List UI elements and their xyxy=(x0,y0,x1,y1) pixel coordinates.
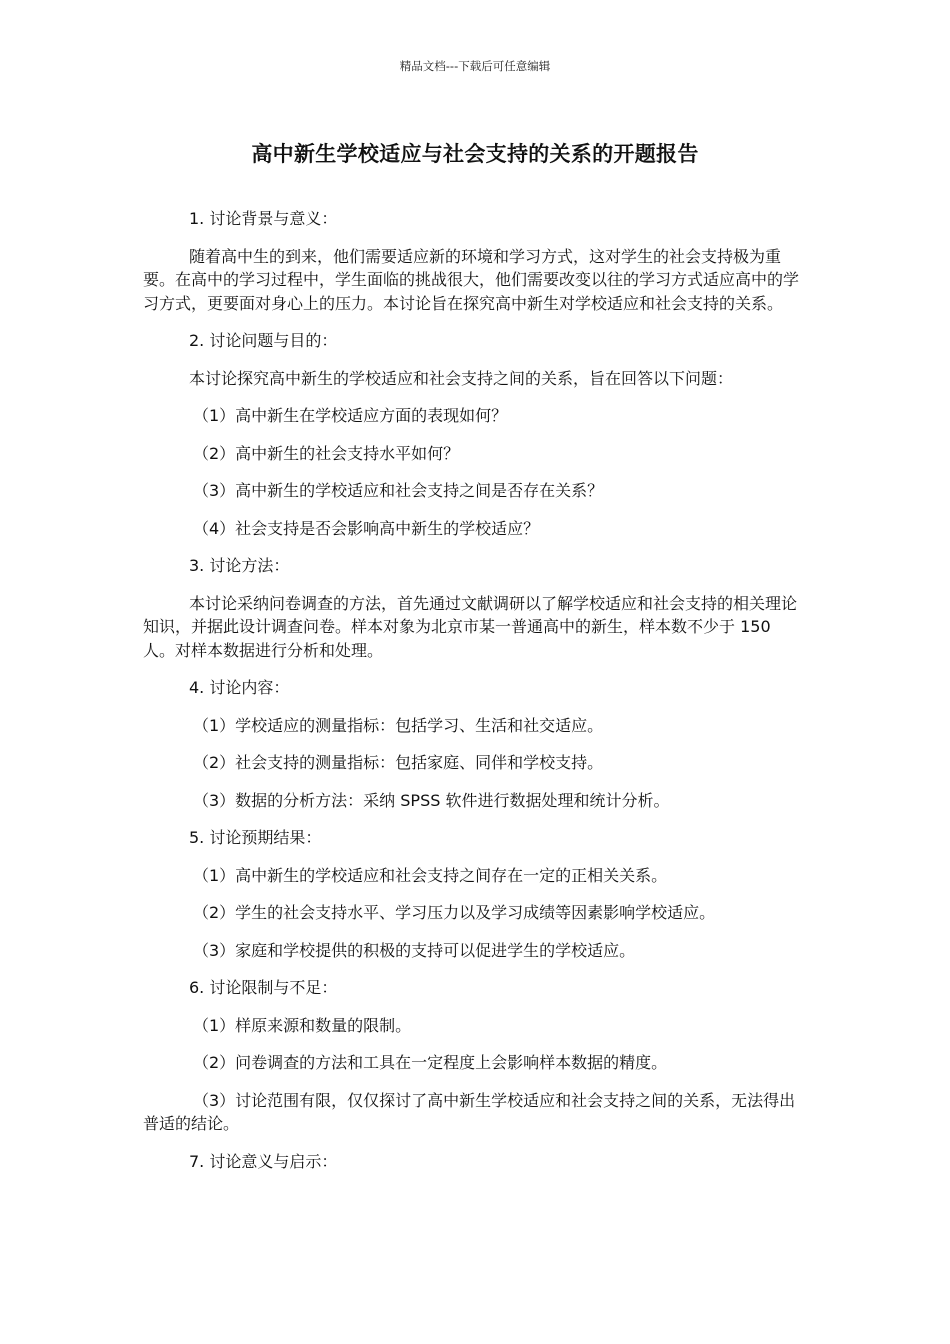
list-item: （1）高中新生的学校适应和社会支持之间存在一定的正相关关系。 xyxy=(193,865,668,885)
section-heading-background: 1. 讨论背景与意义： xyxy=(189,209,338,228)
document-body xyxy=(143,207,807,1187)
section-heading-content: 4. 讨论内容： xyxy=(189,678,290,697)
list-item: （4）社会支持是否会影响高中新生的学校适应？ xyxy=(193,518,540,538)
list-item: （3）数据的分析方法：采纳 SPSS 软件进行数据处理和统计分析。 xyxy=(193,790,670,810)
list-item: （3）家庭和学校提供的积极的支持可以促进学生的学校适应。 xyxy=(193,940,636,960)
section-heading-expected-results: 5. 讨论预期结果： xyxy=(189,828,322,847)
list-item: （2）问卷调查的方法和工具在一定程度上会影响样本数据的精度。 xyxy=(193,1053,668,1072)
list-item: （3）讨论范围有限，仅仅探讨了高中新生学校适应和社会支持之间的关系，无法得出普适的结论。 xyxy=(143,1090,796,1133)
body-paragraph: 本讨论探究高中新生的学校适应和社会支持之间的关系，旨在回答以下问题： xyxy=(189,368,734,388)
body-paragraph: 随着高中生的到来，他们需要适应新的环境和学习方式，这对学生的社会支持极为重要。在高中的学习过程中，学生面临的挑战很大，他们需要改变以往的学习方式适应高中的学习方式，更要面对身心上的压力。本讨论旨在探究高中新生对学校适应和社会支持的关系。 xyxy=(143,246,800,313)
section-heading-methods: 3. 讨论方法： xyxy=(189,556,290,575)
list-item: （1）高中新生在学校适应方面的表现如何？ xyxy=(193,406,508,425)
list-item: （2）高中新生的社会支持水平如何？ xyxy=(193,443,460,463)
section-heading-limitations: 6. 讨论限制与不足： xyxy=(189,978,338,997)
list-item: （1）学校适应的测量指标：包括学习、生活和社交适应。 xyxy=(193,715,604,735)
list-item: （2）学生的社会支持水平、学习压力以及学习成绩等因素影响学校适应。 xyxy=(193,903,716,922)
section-heading-questions: 2. 讨论问题与目的： xyxy=(189,331,338,350)
section-heading-significance: 7. 讨论意义与启示： xyxy=(189,1151,338,1171)
document-title: 高中新生学校适应与社会支持的关系的开题报告 xyxy=(251,142,699,166)
header-note: 精品文档---下载后可任意编辑 xyxy=(399,59,551,73)
body-paragraph: 本讨论采纳问卷调查的方法，首先通过文献调研以了解学校适应和社会支持的相关理论知识，并据此设计调查问卷。样本对象为北京市某一普通高中的新生，样本数不少于 150 人。对样本数据进行分析和处理。 xyxy=(143,593,798,660)
list-item: （2）社会支持的测量指标：包括家庭、同伴和学校支持。 xyxy=(193,753,604,772)
list-item: （1）样原来源和数量的限制。 xyxy=(193,1015,412,1035)
list-item: （3）高中新生的学校适应和社会支持之间是否存在关系？ xyxy=(193,481,604,500)
